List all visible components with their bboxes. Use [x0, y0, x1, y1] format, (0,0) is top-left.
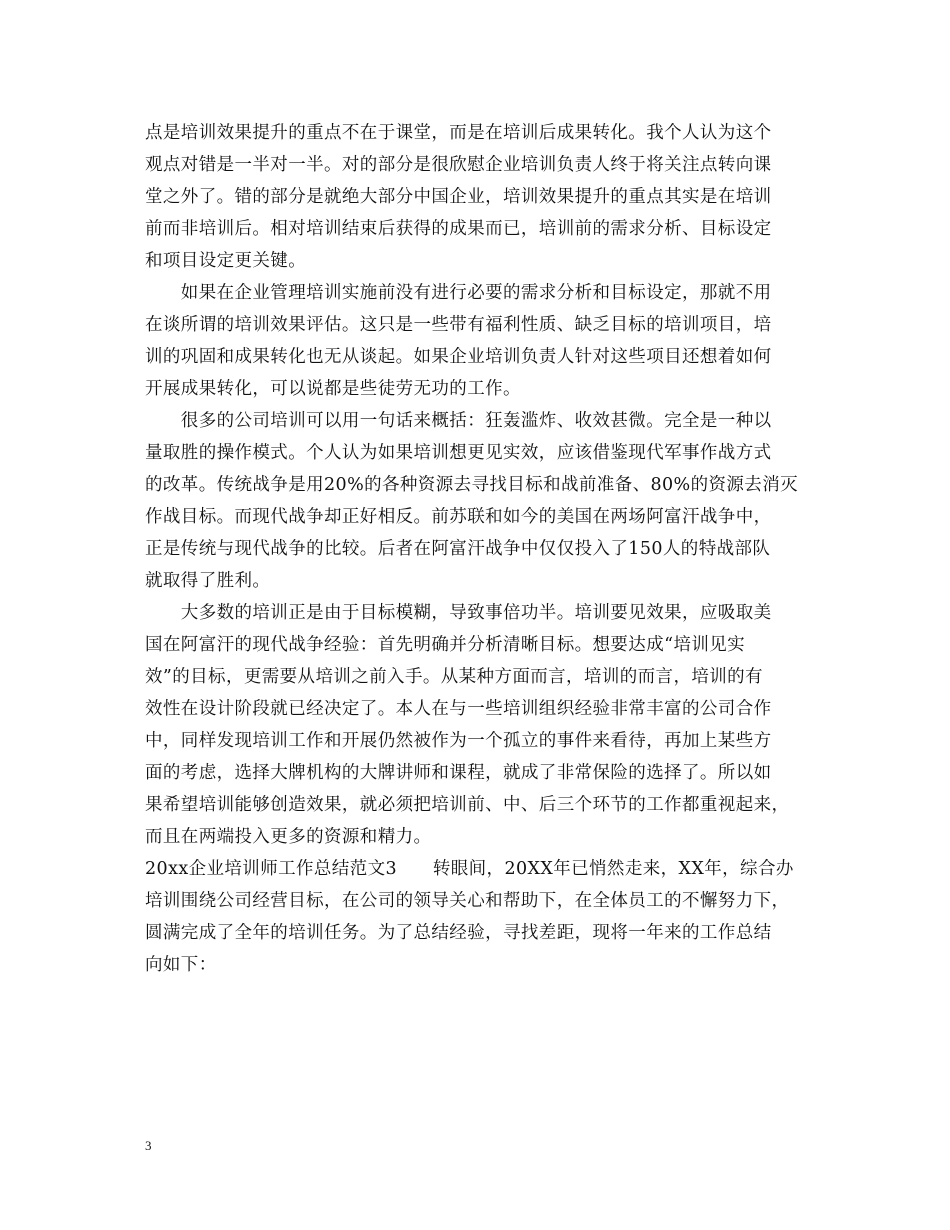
text-line: 开展成果转化，可以说都是些徒劳无功的工作。 — [145, 379, 521, 399]
text-line: 大多数的培训正是由于目标模糊，导致事倍功半。培训要见效果，应吸取美 — [145, 603, 772, 623]
text-line: 效性在设计阶段就已经决定了。本人在与一些培训组织经验非常丰富的公司合作 — [145, 699, 772, 719]
text-line: 国在阿富汗的现代战争经验：首先明确并分析清晰目标。想要达成“培训见实 — [145, 635, 746, 655]
text-line: 量取胜的操作模式。个人认为如果培训想更见实效，应该借鉴现代军事作战方式 — [145, 443, 772, 463]
text-line: 效”的目标，更需要从培训之前入手。从某种方面而言，培训的而言，培训的有 — [145, 667, 763, 687]
paragraph-modern-warfare — [145, 405, 825, 597]
text-line: 而且在两端投入更多的资源和精力。 — [145, 827, 432, 847]
text-line: 中，同样发现培训工作和开展仍然被作为一个孤立的事件来看待，再加上某些方 — [145, 731, 772, 751]
text-line: 就取得了胜利。 — [145, 571, 271, 591]
text-line: 果希望培训能够创造效果，就必须把培训前、中、后三个环节的工作都重视起来， — [145, 795, 790, 815]
text-line: 正是传统与现代战争的比较。后者在阿富汗战争中仅仅投入了150人的特战部队 — [145, 539, 771, 559]
text-line: 很多的公司培训可以用一句话来概括：狂轰滥炸、收效甚微。完全是一种以 — [145, 411, 772, 431]
paragraph-clear-objectives — [145, 597, 825, 853]
document-body — [145, 117, 825, 981]
text-line: 和项目设定更关键。 — [145, 251, 307, 271]
text-line: 堂之外了。错的部分是就绝大部分中国企业，培训效果提升的重点其实是在培训 — [145, 187, 772, 207]
text-line: 向如下： — [145, 955, 217, 975]
text-line: 训的巩固和成果转化也无从谈起。如果企业培训负责人针对这些项目还想着如何 — [145, 347, 772, 367]
paragraph-needs-analysis — [145, 277, 825, 405]
text-line: 20xx企业培训师工作总结范文3 转眼间，20XX年已悄然走来，XX年，综合办 — [145, 859, 794, 879]
text-line: 如果在企业管理培训实施前没有进行必要的需求分析和目标设定，那就不用 — [145, 283, 772, 303]
page-number: 3 — [145, 1138, 152, 1153]
text-line: 的改革。传统战争是用20%的各种资源去寻找目标和战前准备、80%的资源去消灭 — [145, 475, 798, 495]
text-line: 培训围绕公司经营目标，在公司的领导关心和帮助下，在全体员工的不懈努力下， — [145, 891, 790, 911]
text-line: 圆满完成了全年的培训任务。为了总结经验，寻找差距，现将一年来的工作总结 — [145, 923, 772, 943]
text-line: 面的考虑，选择大牌机构的大牌讲师和课程，就成了非常保险的选择了。所以如 — [145, 763, 772, 783]
text-line: 观点对错是一半对一半。对的部分是很欣慰企业培训负责人终于将关注点转向课 — [145, 155, 772, 175]
text-line: 在谈所谓的培训效果评估。这只是一些带有福利性质、缺乏目标的培训项目，培 — [145, 315, 772, 335]
paragraph-sample-summary-3 — [145, 853, 825, 981]
text-line: 前而非培训后。相对培训结束后获得的成果而已，培训前的需求分析、目标设定 — [145, 219, 772, 239]
text-line: 点是培训效果提升的重点不在于课堂，而是在培训后成果转化。我个人认为这个 — [145, 123, 772, 143]
paragraph-training-focus — [145, 117, 825, 277]
text-line: 作战目标。而现代战争却正好相反。前苏联和如今的美国在两场阿富汗战争中， — [145, 507, 772, 527]
